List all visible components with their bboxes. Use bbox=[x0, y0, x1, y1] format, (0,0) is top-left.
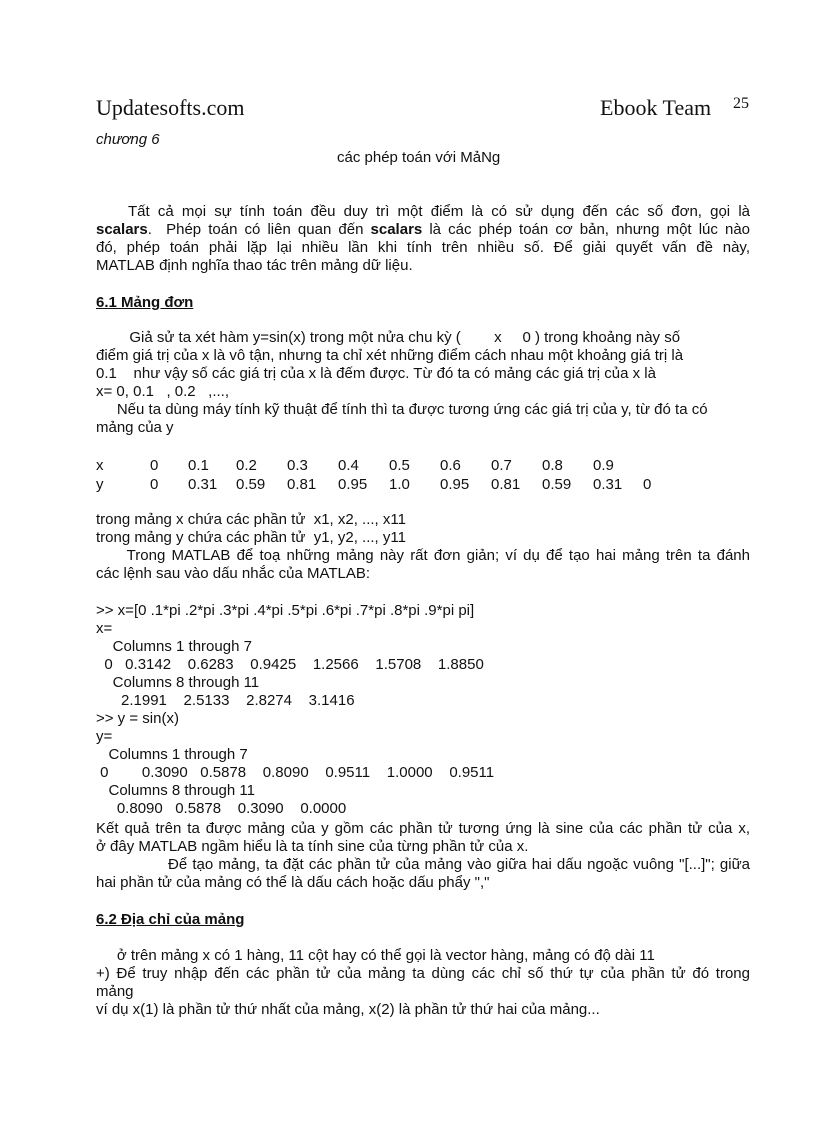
table-cell: 0.95 bbox=[440, 475, 470, 493]
s1p3-line-4: hai phần tử của mảng có thể là dấu cách hoặc dấu phẩy "," bbox=[96, 874, 490, 891]
section-heading-6-2: 6.2 Địa chỉ của mảng bbox=[96, 911, 245, 928]
matlab-code-block bbox=[96, 602, 750, 818]
table-row-x bbox=[96, 456, 663, 475]
section1-paragraph-1 bbox=[96, 329, 750, 437]
chapter-label: chương 6 bbox=[96, 131, 160, 148]
s1p2-line-1: trong mảng x chứa các phần tử x1, x2, ..., x11 bbox=[96, 511, 406, 528]
xy-values-table bbox=[96, 456, 663, 494]
s1p1-line-4: x= 0, 0.1 , 0.2 ,..., bbox=[96, 383, 229, 400]
intro-paragraph bbox=[96, 203, 750, 275]
intro-line-1: Tất cả mọi sự tính toán đều duy trì một điểm là có sử dụng đến các số đơn, gọi là bbox=[128, 203, 750, 220]
code-line: Columns 1 through 7 bbox=[96, 638, 252, 655]
table-cell: 0.1 bbox=[188, 456, 209, 474]
s1p1-line-5: Nếu ta dùng máy tính kỹ thuật để tính thì ta được tương ứng các giá trị của y, từ đó ta có bbox=[96, 401, 708, 418]
page-number: 25 bbox=[733, 95, 749, 112]
section1-paragraph-2 bbox=[96, 511, 750, 583]
code-line: 2.1991 2.5133 2.8274 3.1416 bbox=[96, 692, 355, 709]
table-cell bbox=[643, 456, 663, 475]
table-cell: 0.5 bbox=[389, 456, 410, 474]
code-line: 0 0.3090 0.5878 0.8090 0.9511 1.0000 0.9511 bbox=[96, 764, 495, 781]
table-cell: 0.81 bbox=[491, 475, 521, 493]
table-cell: 0.9 bbox=[593, 456, 614, 474]
chapter-title: các phép toán với MảNg bbox=[337, 149, 501, 166]
code-line: 0.8090 0.5878 0.3090 0.0000 bbox=[96, 800, 347, 817]
s1p3-line-2: ở đây MATLAB ngầm hiểu là ta tính sine của từng phần tử của x. bbox=[96, 838, 529, 855]
s2-line-4: ví dụ x(1) là phần tử thứ nhất của mảng, x(2) là phần tử thứ hai của mảng... bbox=[96, 1001, 600, 1018]
intro-line-3: đó, phép toán phải lặp lại nhiều lần khi tính trên nhiều số. Để giải quyết vấn đề này, bbox=[96, 239, 750, 256]
code-line: Columns 8 through 11 bbox=[96, 674, 260, 691]
section2-paragraph bbox=[96, 947, 750, 1019]
row-label: y bbox=[96, 475, 104, 493]
intro-line-2 bbox=[96, 221, 750, 239]
s1p1-line-1: Giả sử ta xét hàm y=sin(x) trong một nửa chu kỳ ( x 0 ) trong khoảng này số bbox=[96, 329, 681, 346]
code-line: y= bbox=[96, 728, 113, 745]
s1p1-line-3: 0.1 như vậy số các giá trị của x là đếm được. Từ đó ta có mảng các giá trị của x là bbox=[96, 365, 656, 382]
section1-paragraph-3 bbox=[96, 820, 750, 892]
intro-line-2b: . Phép toán có liên quan đến bbox=[147, 221, 371, 238]
s1p2-line-4: các lệnh sau vào dấu nhắc của MATLAB: bbox=[96, 565, 371, 582]
code-line: 0 0.3142 0.6283 0.9425 1.2566 1.5708 1.8850 bbox=[96, 656, 484, 673]
table-cell: 0.31 bbox=[188, 475, 218, 493]
code-line: >> y = sin(x) bbox=[96, 710, 179, 727]
table-cell: 0.8 bbox=[542, 456, 563, 474]
header-team: Ebook Team bbox=[600, 95, 712, 120]
s2-line-3: mảng bbox=[96, 983, 134, 1000]
s1p3-line-1: Kết quả trên ta được mảng của y gồm các phần tử tương ứng là sine của các phần tử của x, bbox=[96, 820, 750, 837]
table-cell: 0.31 bbox=[593, 475, 623, 493]
scalars-term-1: scalars bbox=[96, 221, 148, 238]
table-cell: 1.0 bbox=[389, 475, 410, 493]
table-cell: 0.59 bbox=[542, 475, 572, 493]
table-row-y bbox=[96, 475, 663, 494]
table-cell: 0.6 bbox=[440, 456, 461, 474]
code-line: x= bbox=[96, 620, 113, 637]
table-cell: 0.81 bbox=[287, 475, 317, 493]
table-cell: 0.95 bbox=[338, 475, 368, 493]
section-heading-6-1: 6.1 Mảng đơn bbox=[96, 294, 194, 311]
table-cell: 0.3 bbox=[287, 456, 308, 474]
code-line: >> x=[0 .1*pi .2*pi .3*pi .4*pi .5*pi .6*pi .7*pi .8*pi .9*pi pi] bbox=[96, 602, 475, 619]
row-label: x bbox=[96, 456, 104, 474]
table-cell: 0.59 bbox=[236, 475, 266, 493]
scalars-term-2: scalars bbox=[370, 221, 423, 238]
table-cell: 0 bbox=[150, 475, 159, 493]
s2-line-2: +) Để truy nhập đến các phần tử của mảng ta dùng các chỉ số thứ tự của phần tử đó trong bbox=[96, 965, 750, 982]
table-cell: 0.4 bbox=[338, 456, 359, 474]
s1p2-line-2: trong mảng y chứa các phần tử y1, y2, ..., y11 bbox=[96, 529, 406, 546]
table-cell: 0 bbox=[643, 475, 652, 493]
s1p1-line-6: mảng của y bbox=[96, 419, 174, 436]
table-cell: 0 bbox=[150, 456, 159, 474]
header-site: Updatesofts.com bbox=[96, 95, 245, 120]
code-line: Columns 1 through 7 bbox=[96, 746, 248, 763]
s2-line-1: ở trên mảng x có 1 hàng, 11 cột hay có thể gọi là vector hàng, mảng có độ dài 11 bbox=[96, 947, 655, 964]
table-cell: 0.2 bbox=[236, 456, 257, 474]
s1p3-line-3: Để tạo mảng, ta đặt các phần tử của mảng vào giữa hai dấu ngoặc vuông "[...]"; giữa bbox=[96, 856, 750, 873]
s1p2-line-3: Trong MATLAB để toạ những mảng này rất đơn giản; ví dụ để tạo hai mảng trên ta đánh bbox=[96, 547, 750, 564]
intro-line-2d: là các phép toán cơ bản, nhưng một lúc nào bbox=[422, 221, 751, 238]
s1p1-line-2: điểm giá trị của x là vô tận, nhưng ta chỉ xét những điểm cách nhau một khoảng giá trị là bbox=[96, 347, 684, 364]
table-cell: 0.7 bbox=[491, 456, 512, 474]
code-line: Columns 8 through 11 bbox=[96, 782, 255, 799]
intro-line-4: MATLAB định nghĩa thao tác trên mảng dữ liệu. bbox=[96, 257, 413, 274]
